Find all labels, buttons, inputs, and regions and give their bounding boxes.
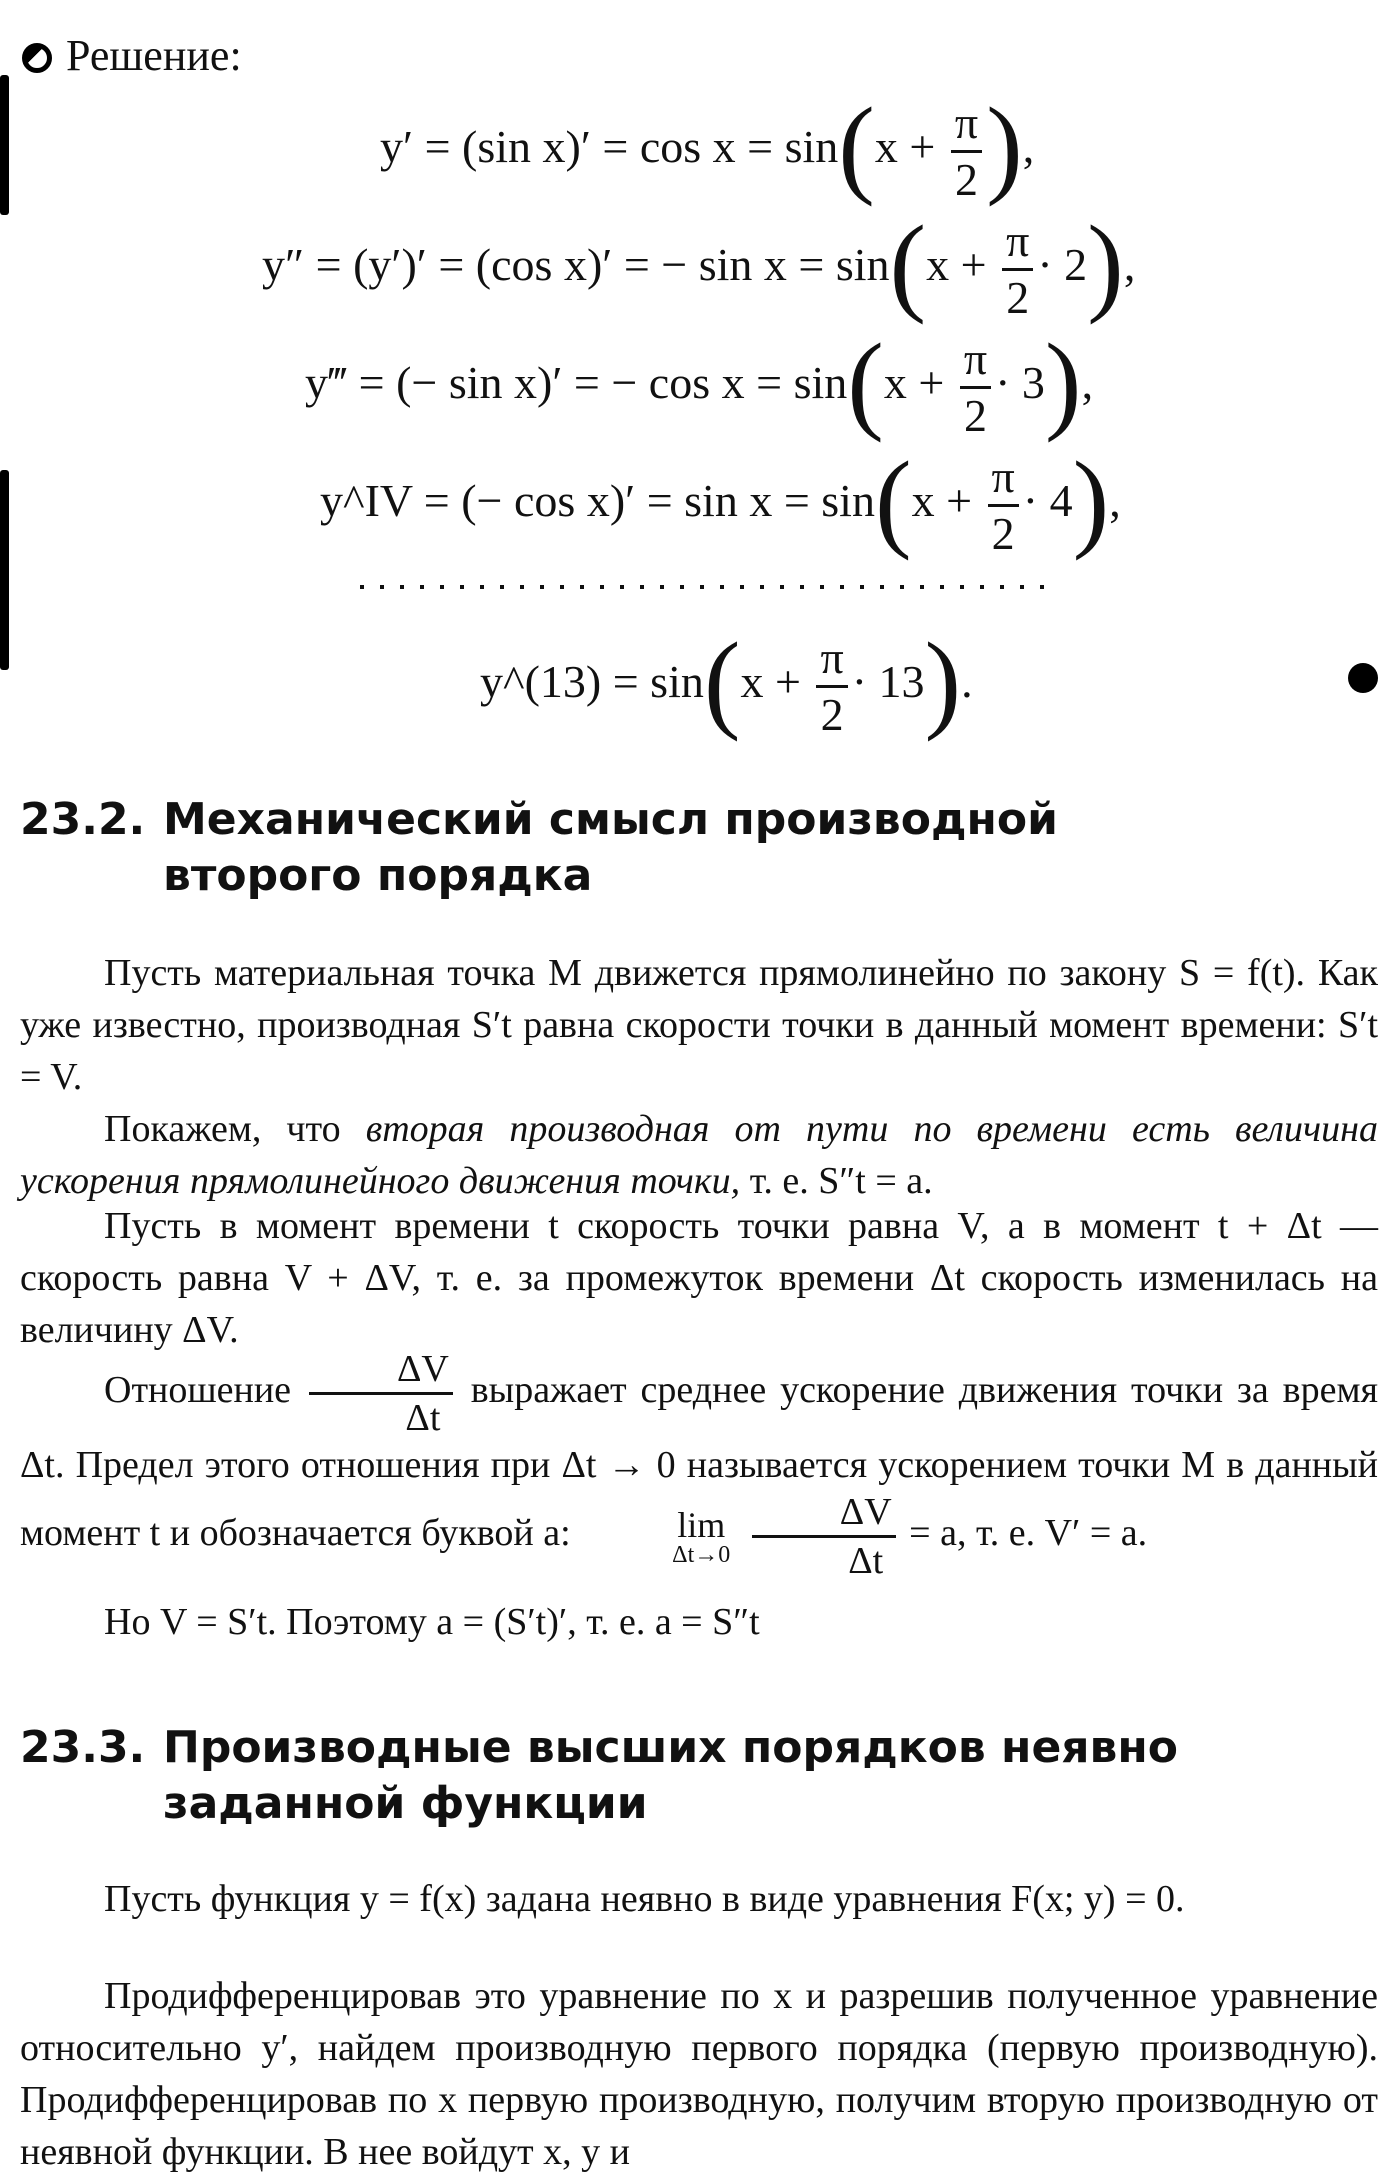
pi-over-2-fraction: $\frac{\pi}{2}$ [988, 454, 1019, 557]
equation-13-lhs: y^(13) = sin [480, 656, 704, 708]
equation-4-lhs: y^IV = (− cos x)′ = sin x = sin [320, 475, 875, 527]
section-number: 23.3. [20, 1722, 146, 1773]
paragraph-5: Но V = S′t. Поэтому a = (S′t)′, т. е. a = S″t [104, 1601, 760, 1643]
equation-3: y‴ = (− sin x)′ = − cos x = sin(x + $\frac{\pi}{2}$ · 3), [305, 320, 1094, 443]
margin-bar-top [0, 75, 9, 215]
paragraph-7: Продифференцировав это уравнение по x и разрешив полученное уравнение относительно y′, найдем производную первого порядка (первую производную). Продифференцировав по x первую производную, получим вторую производную от неявной функции. В нее войдут x, y и [20, 1975, 1378, 2173]
paragraph-6: Пусть функция y = f(x) задана неявно в виде уравнения F(x; y) = 0. [104, 1878, 1185, 1920]
paragraph-4-conclusion: т. е. V′ = a. [975, 1512, 1148, 1555]
margin-bar-bottom [0, 470, 9, 670]
section-title: Производные высших порядков неявно заданной функции [163, 1722, 1179, 1829]
ellipsis-dotted-line [360, 585, 1050, 589]
dv-dt-fraction: $\frac{\Delta V}{\Delta t}$ [309, 1350, 453, 1437]
paragraph-2: Покажем, что вторая производная от пути по времени есть величина ускорения прямолинейного движения точки, т. е. S″t = a. [20, 1108, 1378, 1202]
solution-label-text: Решение: [66, 31, 242, 80]
paragraph-1: Пусть материальная точка M движется прямолинейно по закону S = f(t). Как уже известно, производная S′t равна скорости точки в данный момент времени: S′t = V. [20, 952, 1378, 1098]
limit-operator: lim Δt→0 [672, 1504, 731, 1568]
equation-1-inner: x + [874, 121, 936, 173]
equation-2: y″ = (y′)′ = (cos x)′ = − sin x = sin(x + $\frac{\pi}{2}$ · 2), [262, 202, 1136, 325]
equation-2-lhs: y″ = (y′)′ = (cos x)′ = − sin x = sin [262, 239, 890, 291]
section-title: Механический смысл производной второго порядка [163, 794, 1058, 901]
pi-over-2-fraction: $\frac{\pi}{2}$ [960, 336, 991, 439]
section-23-2-heading [20, 792, 1380, 912]
paragraph-3: Пусть в момент времени t скорость точки равна V, а в момент t + Δt — скорость равна V + ΔV, т. е. за промежуток времени Δt скорость изменилась на величину ΔV. [20, 1205, 1378, 1351]
equation-1-lhs: y′ = (sin x)′ = cos x = sin [380, 121, 839, 173]
paragraph-2-emphasis: вторая производная от пути по времени есть величина ускорения прямолинейного движения точки, [20, 1108, 1378, 1202]
equation-1: y′ = (sin x)′ = cos x = sin(x + $\frac{\pi}{2}$ ), [380, 84, 1035, 207]
pi-over-2-fraction: $\frac{\pi}{2}$ [816, 635, 847, 738]
pi-over-2-fraction: $\frac{\pi}{2}$ [1002, 218, 1033, 321]
end-of-solution-dot-icon [1348, 663, 1378, 693]
equation-3-lhs: y‴ = (− sin x)′ = − cos x = sin [305, 357, 848, 409]
dv-dt-fraction-limit: $\frac{\Delta V}{\Delta t}$ [752, 1493, 896, 1580]
section-number: 23.2. [20, 794, 146, 845]
equation-4: y^IV = (− cos x)′ = sin x = sin(x + $\frac{\pi}{2}$ · 4), [320, 438, 1121, 561]
section-23-3-heading [20, 1720, 1380, 1840]
solution-label [22, 30, 242, 81]
equation-13: y^(13) = sin(x + $\frac{\pi}{2}$ · 13). [480, 619, 973, 742]
pi-over-2-fraction: $\frac{\pi}{2}$ [951, 100, 982, 203]
paragraph-4: Отношение $\frac{\Delta V}{\Delta t}$ выражает среднее ускорение движения точки за время Δt. Предел этого отношения при Δt → 0 называется ускорением точки M в данный момент t и обозначается буквой a: lim Δt→0 $\frac{\Delta V}{\Delta t}$ = a, т. е. V′ = a. [20, 1348, 1379, 1582]
solution-bullet-icon [22, 43, 52, 73]
